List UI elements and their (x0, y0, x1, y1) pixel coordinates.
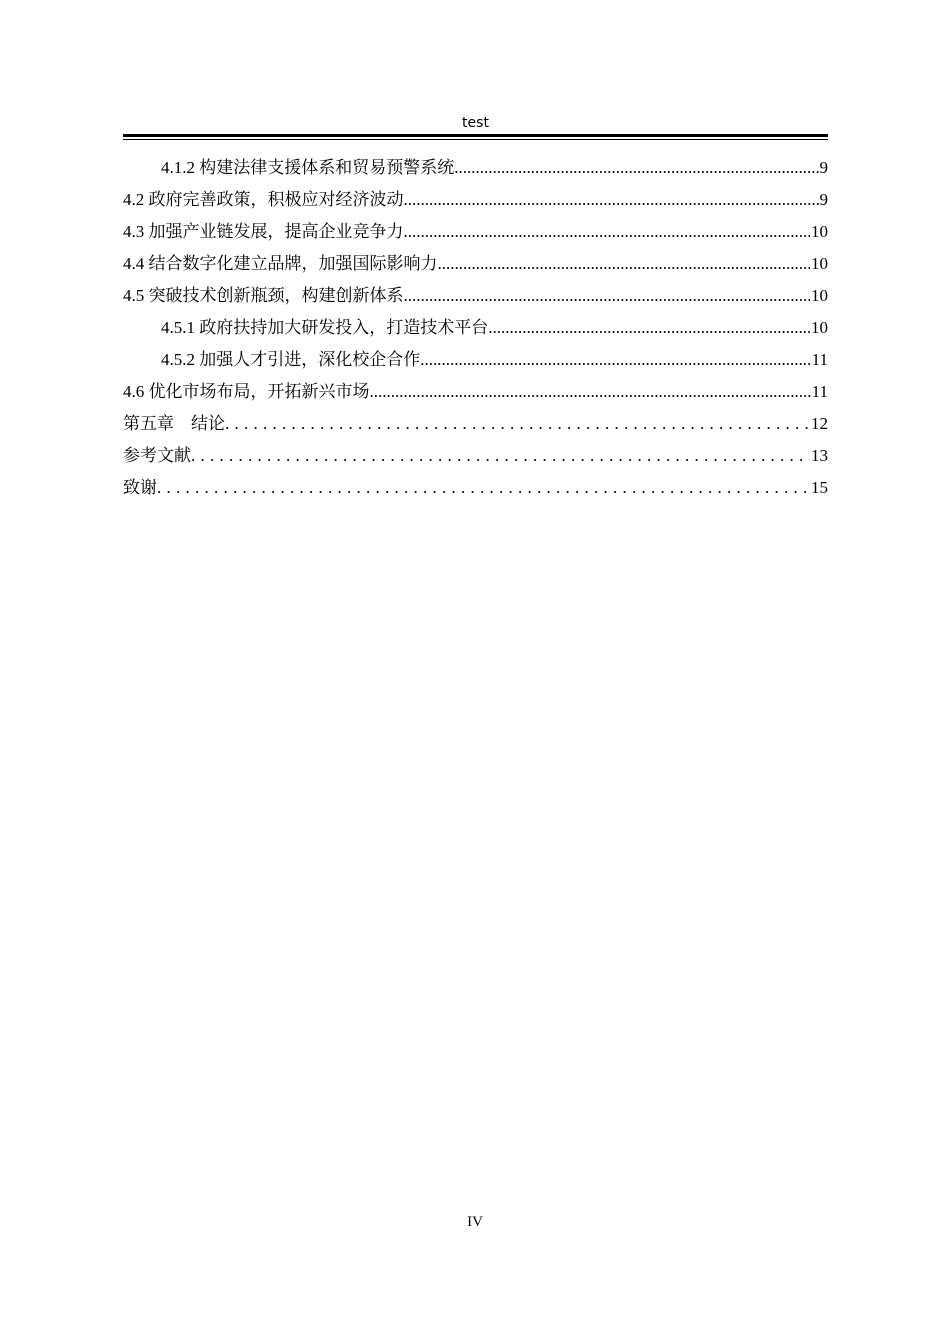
toc-entry-page: 10 (811, 318, 828, 337)
toc-entry-title: 参考文献 (123, 446, 191, 466)
toc-entry-4-2[interactable] (123, 184, 828, 216)
toc-entry-4-3[interactable] (123, 216, 828, 248)
toc-entry-4-5-2[interactable] (123, 344, 828, 376)
toc-entry-page: 11 (811, 382, 828, 401)
toc-dot-leader (488, 312, 810, 344)
toc-entry-4-1-2[interactable] (123, 152, 828, 184)
toc-entry-4-5-1[interactable] (123, 312, 828, 344)
toc-entry-title: 4.6 优化市场布局，开拓新兴市场 (123, 382, 370, 401)
toc-dot-leader (404, 184, 819, 216)
toc-entry-4-4[interactable] (123, 248, 828, 280)
toc-dot-leader (191, 440, 810, 472)
toc-entry-title: 4.5 突破技术创新瓶颈，构建创新体系 (123, 286, 404, 305)
toc-dot-leader (454, 152, 818, 184)
table-of-contents (123, 152, 828, 504)
toc-entry-page: 9 (819, 190, 828, 209)
toc-entry-page: 10 (811, 222, 828, 241)
toc-entry-title: 4.3 加强产业链发展，提高企业竞争力 (123, 222, 404, 241)
toc-dot-leader (420, 344, 810, 376)
toc-entry-page: 11 (811, 350, 828, 369)
toc-dot-leader (225, 408, 810, 440)
toc-entry-4-6[interactable] (123, 376, 828, 408)
page-header: test (462, 115, 489, 131)
toc-entry-page: 9 (819, 158, 828, 177)
toc-entry-acknowledgements[interactable] (123, 472, 828, 504)
toc-dot-leader (370, 376, 811, 408)
toc-entry-title: 第五章 结论 (123, 414, 225, 434)
toc-entry-page: 15 (811, 478, 828, 497)
page-number: IV (467, 1214, 483, 1230)
toc-dot-leader (404, 216, 811, 248)
toc-entry-page: 10 (811, 254, 828, 273)
toc-entry-title: 4.1.2 构建法律支援体系和贸易预警系统 (161, 158, 455, 177)
toc-entry-title: 4.5.2 加强人才引进，深化校企合作 (161, 350, 421, 369)
toc-entry-references[interactable] (123, 440, 828, 472)
toc-entry-chapter-5[interactable] (123, 408, 828, 440)
header-divider (123, 134, 828, 140)
toc-entry-page: 12 (811, 414, 828, 433)
toc-entry-title: 4.5.1 政府扶持加大研发投入，打造技术平台 (161, 318, 489, 337)
toc-entry-title: 4.4 结合数字化建立品牌，加强国际影响力 (123, 254, 438, 273)
toc-entry-title: 4.2 政府完善政策，积极应对经济波动 (123, 190, 404, 209)
toc-dot-leader (404, 280, 811, 312)
toc-dot-leader (157, 472, 810, 504)
toc-entry-page: 13 (811, 446, 828, 465)
toc-entry-4-5[interactable] (123, 280, 828, 312)
toc-entry-page: 10 (811, 286, 828, 305)
toc-dot-leader (438, 248, 811, 280)
toc-entry-title: 致谢 (123, 478, 157, 498)
